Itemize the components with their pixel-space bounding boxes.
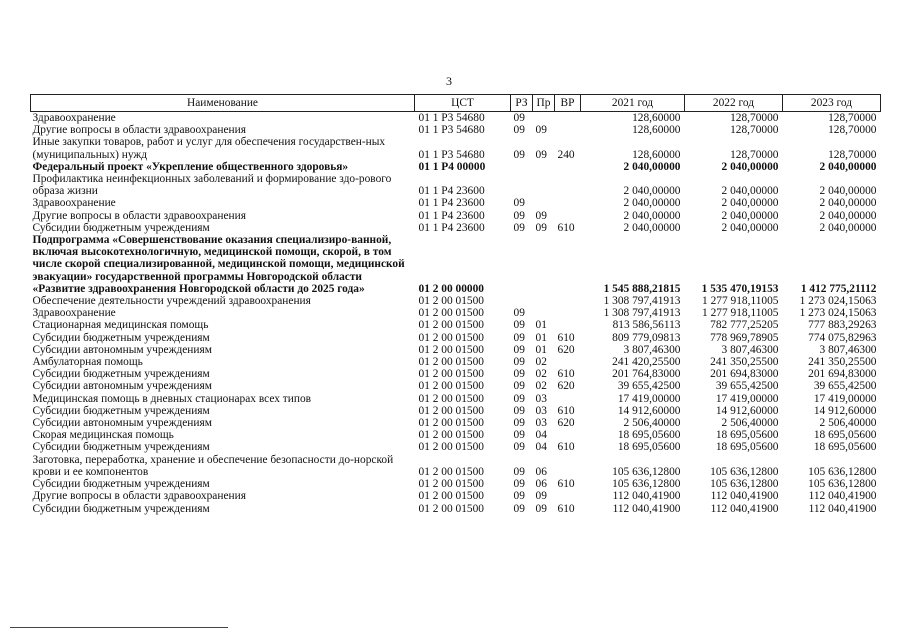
row-pr [533,234,555,295]
row-value-2022: 2 040,00000 [721,185,779,198]
row-vr [555,454,581,478]
row-value-2021: 2 040,00000 [623,209,681,222]
row-vr [555,112,581,125]
row-value-2023: 777 883,29263 [808,319,877,332]
row-value-2022: 105 636,12800 [710,478,779,491]
row-vr: 610 [557,404,575,417]
table-row [31,307,881,319]
row-value-2021: 18 695,05600 [617,441,681,454]
row-cst: 01 2 00 00000 [418,282,484,295]
row-value-2021: 2 040,00000 [623,197,681,210]
row-value-2021: 3 807,46300 [623,343,681,356]
row-pr: 09 [535,124,547,137]
row-cst: 01 2 00 01500 [418,441,484,454]
row-value-2021: 2 040,00000 [623,160,681,173]
row-vr [555,429,581,441]
row-cst: 01 1 P4 23600 [418,221,485,234]
row-vr [555,210,581,222]
row-pr: 02 [535,356,547,369]
row-name: Скорая медицинская помощь [32,429,174,442]
row-value-2021: 1 308 797,41913 [603,307,681,320]
row-pr: 09 [535,221,547,234]
header-cst: ЦСТ [415,95,511,112]
row-rz [511,161,533,173]
row-pr: 09 [535,502,547,515]
row-value-2021: 809 779,09813 [612,331,681,344]
row-cst: 01 2 00 01500 [418,307,484,320]
row-cst: 01 2 00 01500 [418,331,484,344]
row-name: Обеспечение деятельности учреждений здравоохранения [32,295,311,308]
row-vr: 240 [557,148,575,161]
table-row [31,332,881,344]
row-value-2023: 128,70000 [828,112,877,124]
row-value-2022: 778 969,78905 [710,331,779,344]
table-row [31,136,881,160]
row-vr [555,307,581,319]
row-cst: 01 1 P3 54680 [418,112,485,124]
row-rz: 09 [513,307,525,320]
table-row [31,380,881,392]
row-value-2021: 241 420,25500 [612,356,681,369]
row-name: Субсидии бюджетным учреждениям [32,221,210,234]
row-value-2022: 128,70000 [730,148,779,161]
row-vr [555,234,581,295]
table-row [31,173,881,197]
row-value-2023: 105 636,12800 [808,478,877,491]
row-rz: 09 [513,343,525,356]
row-value-2022: 1 277 918,11005 [702,295,779,308]
row-value-2023: 1 412 775,21112 [800,282,877,295]
row-cst: 01 2 00 01500 [418,404,484,417]
row-vr [555,295,581,307]
row-vr [555,197,581,209]
table-body [31,112,881,515]
row-vr [555,173,581,197]
row-name: Другие вопросы в области здравоохранения [32,490,246,503]
row-value-2023: 18 695,05600 [813,441,877,454]
row-vr: 610 [557,331,575,344]
table-row [31,234,881,295]
row-value-2022: 105 636,12800 [710,465,779,478]
table-row [31,112,881,125]
row-vr: 610 [557,221,575,234]
table-row [31,356,881,368]
row-name: Здравоохранение [32,307,116,320]
budget-table [30,94,881,515]
header-name: Наименование [31,95,415,112]
row-value-2023: 2 040,00000 [819,197,877,210]
row-rz: 09 [513,417,525,430]
row-vr: 610 [557,441,575,454]
table-row [31,393,881,405]
row-cst: 01 2 00 01500 [418,465,484,478]
row-pr: 04 [535,429,547,442]
row-value-2021: 128,60000 [632,112,681,124]
row-value-2021: 1 308 797,41913 [603,295,681,308]
row-name: Субсидии бюджетным учреждениям [32,502,210,515]
row-cst: 01 1 P4 23600 [418,197,485,210]
row-vr: 610 [557,502,575,515]
row-value-2023: 14 912,60000 [813,404,877,417]
row-name: Субсидии бюджетным учреждениям [32,331,210,344]
row-pr: 02 [535,380,547,393]
row-pr: 03 [535,392,547,405]
table-row [31,197,881,209]
row-value-2023: 2 040,00000 [819,209,877,222]
row-pr: 06 [535,465,547,478]
row-cst: 01 2 00 01500 [418,478,484,491]
row-rz: 09 [513,502,525,515]
row-name: Субсидии автономным учреждениям [32,417,212,430]
row-value-2023: 128,70000 [828,124,877,137]
row-value-2022: 112 040,41900 [710,502,779,515]
row-name: Здравоохранение [32,197,116,210]
row-value-2023: 2 040,00000 [819,160,877,173]
row-pr: 03 [535,404,547,417]
table-row [31,478,881,490]
row-name: Подпрограмма «Совершенствование оказания специализиро-ванной, включая высокотехнологичную, медицинской помощи, скорой, в том числе скорой специализированной, медицинской помощи, медицинской эвакуации» государственной программы Новгородской области «Развитие здравоохранения Новгородской области до 2025 года» [32,234,405,295]
row-name: Субсидии автономным учреждениям [32,380,212,393]
row-value-2023: 201 694,83000 [808,368,877,381]
row-rz: 09 [513,478,525,491]
header-pr: Пр [533,95,555,112]
header-2022: 2022 год [685,95,783,112]
row-rz: 09 [513,392,525,405]
row-value-2021: 39 655,42500 [617,380,681,393]
row-value-2021: 128,60000 [632,124,681,137]
row-value-2022: 1 277 918,11005 [702,307,779,320]
row-rz [511,234,533,295]
row-cst: 01 2 00 01500 [418,343,484,356]
row-value-2021: 2 040,00000 [623,221,681,234]
row-value-2023: 17 419,00000 [813,392,877,405]
row-cst: 01 1 P4 23600 [418,185,485,198]
row-pr: 04 [535,441,547,454]
table-row [31,319,881,331]
row-cst: 01 2 00 01500 [418,380,484,393]
row-value-2022: 241 350,25500 [710,356,779,369]
row-cst: 01 2 00 01500 [418,490,484,503]
row-value-2022: 3 807,46300 [721,343,779,356]
row-value-2021: 105 636,12800 [612,465,681,478]
row-name: Субсидии бюджетным учреждениям [32,368,210,381]
row-vr: 610 [557,478,575,491]
table-row [31,441,881,453]
row-value-2022: 1 535 470,19153 [701,282,779,295]
row-value-2023: 241 350,25500 [808,356,877,369]
row-vr: 620 [557,380,575,393]
table-row [31,454,881,478]
row-value-2022: 782 777,25205 [710,319,779,332]
row-vr [555,124,581,136]
row-cst: 01 1 P3 54680 [418,124,485,137]
header-vr: ВР [555,95,581,112]
row-pr: 09 [535,209,547,222]
row-vr: 620 [557,343,575,356]
row-value-2021: 112 040,41900 [612,502,681,515]
row-value-2022: 18 695,05600 [715,429,779,442]
row-pr [533,161,555,173]
row-pr: 02 [535,368,547,381]
row-value-2022: 2 040,00000 [721,197,779,210]
row-vr [555,161,581,173]
table-row [31,503,881,515]
row-rz: 09 [513,490,525,503]
row-value-2022: 2 506,40000 [721,417,779,430]
row-value-2022: 17 419,00000 [715,392,779,405]
row-value-2023: 2 040,00000 [819,221,877,234]
row-value-2023: 112 040,41900 [808,490,877,503]
row-vr [555,393,581,405]
header-rz: РЗ [511,95,533,112]
row-value-2021: 201 764,83000 [612,368,681,381]
row-value-2023: 1 273 024,15063 [799,295,877,308]
row-rz: 09 [513,124,525,137]
row-pr [533,197,555,209]
row-rz: 09 [513,441,525,454]
row-cst: 01 2 00 01500 [418,295,484,308]
row-value-2023: 112 040,41900 [808,502,877,515]
row-rz [511,295,533,307]
footnote-divider [10,627,228,628]
row-pr [533,173,555,197]
row-pr: 09 [535,490,547,503]
table-row [31,429,881,441]
table-row [31,295,881,307]
row-value-2023: 1 273 024,15063 [799,307,877,320]
row-rz: 09 [513,356,525,369]
header-2023: 2023 год [783,95,881,112]
row-name: Субсидии бюджетным учреждениям [32,478,210,491]
row-value-2021: 2 506,40000 [623,417,681,430]
row-rz [511,173,533,197]
row-pr: 01 [535,319,547,332]
row-cst: 01 2 00 01500 [418,368,484,381]
row-cst: 01 2 00 01500 [418,502,484,515]
row-pr: 06 [535,478,547,491]
header-2021: 2021 год [581,95,685,112]
table-header-row [31,95,881,112]
row-name: Заготовка, переработка, хранение и обеспечение безопасности до-норской крови и ее компонентов [32,453,394,478]
row-vr: 620 [557,417,575,430]
row-value-2023: 105 636,12800 [808,465,877,478]
row-value-2021: 14 912,60000 [617,404,681,417]
row-value-2021: 128,60000 [632,148,681,161]
table-row [31,368,881,380]
row-rz: 09 [513,221,525,234]
row-name: Субсидии бюджетным учреждениям [32,441,210,454]
row-value-2022: 128,70000 [730,124,779,137]
row-value-2022: 201 694,83000 [710,368,779,381]
row-name: Стационарная медицинская помощь [32,319,209,332]
table-row [31,344,881,356]
row-value-2022: 2 040,00000 [721,221,779,234]
row-value-2023: 39 655,42500 [813,380,877,393]
row-value-2022: 2 040,00000 [721,160,779,173]
row-rz: 09 [513,148,525,161]
row-value-2021: 1 545 888,21815 [603,282,681,295]
row-rz: 09 [513,331,525,344]
row-name: Федеральный проект «Укрепление общественного здоровья» [32,160,349,173]
row-value-2023: 3 807,46300 [819,343,877,356]
row-cst: 01 2 00 01500 [418,356,484,369]
table-row [31,222,881,234]
row-pr: 09 [535,148,547,161]
row-name: Профилактика неинфекционных заболеваний и формирование здо-рового образа жизни [32,173,392,198]
row-pr [533,295,555,307]
row-vr: 610 [557,368,575,381]
row-value-2023: 774 075,82963 [808,331,877,344]
row-rz: 09 [513,197,525,210]
row-value-2021: 105 636,12800 [612,478,681,491]
row-rz: 09 [513,380,525,393]
row-cst: 01 2 00 01500 [418,392,484,405]
row-pr: 01 [535,331,547,344]
row-cst: 01 1 P4 00000 [418,160,486,173]
row-rz: 09 [513,368,525,381]
row-vr [555,490,581,502]
row-rz: 09 [513,465,525,478]
row-name: Другие вопросы в области здравоохранения [32,124,246,137]
table-row [31,417,881,429]
row-pr [533,112,555,125]
row-value-2023: 2 506,40000 [819,417,877,430]
row-value-2023: 2 040,00000 [819,185,877,198]
row-value-2023: 128,70000 [828,148,877,161]
table-row [31,490,881,502]
row-value-2022: 39 655,42500 [715,380,779,393]
row-value-2022: 2 040,00000 [721,209,779,222]
table-row [31,124,881,136]
row-value-2021: 2 040,00000 [623,185,681,198]
row-name: Другие вопросы в области здравоохранения [32,209,246,222]
row-rz: 09 [513,429,525,442]
row-name: Иные закупки товаров, работ и услуг для обеспечения государствен-ных (муниципальных) нужд [32,136,386,161]
row-cst: 01 1 P4 23600 [418,209,485,222]
row-name: Здравоохранение [32,112,116,124]
row-pr: 01 [535,343,547,356]
row-rz: 09 [513,112,525,124]
row-rz: 09 [513,404,525,417]
row-value-2023: 18 695,05600 [813,429,877,442]
row-value-2021: 112 040,41900 [612,490,681,503]
row-value-2022: 14 912,60000 [715,404,779,417]
table-row [31,405,881,417]
row-value-2021: 18 695,05600 [617,429,681,442]
row-cst: 01 2 00 01500 [418,417,484,430]
row-vr [555,319,581,331]
page-number: 3 [446,74,452,88]
table-row [31,210,881,222]
row-cst: 01 2 00 01500 [418,429,484,442]
table-row [31,161,881,173]
row-value-2022: 112 040,41900 [710,490,779,503]
row-value-2022: 18 695,05600 [715,441,779,454]
row-cst: 01 1 P3 54680 [418,148,485,161]
row-name: Субсидии бюджетным учреждениям [32,404,210,417]
row-name: Медицинская помощь в дневных стационарах всех типов [32,392,312,405]
row-cst: 01 2 00 01500 [418,319,484,332]
row-value-2021: 17 419,00000 [617,392,681,405]
row-rz: 09 [513,319,525,332]
row-pr: 03 [535,417,547,430]
row-rz: 09 [513,209,525,222]
row-value-2021: 813 586,56113 [612,319,681,332]
row-pr [533,307,555,319]
row-name: Субсидии автономным учреждениям [32,343,212,356]
row-value-2022: 128,70000 [730,112,779,124]
row-vr [555,356,581,368]
row-name: Амбулаторная помощь [32,356,143,369]
